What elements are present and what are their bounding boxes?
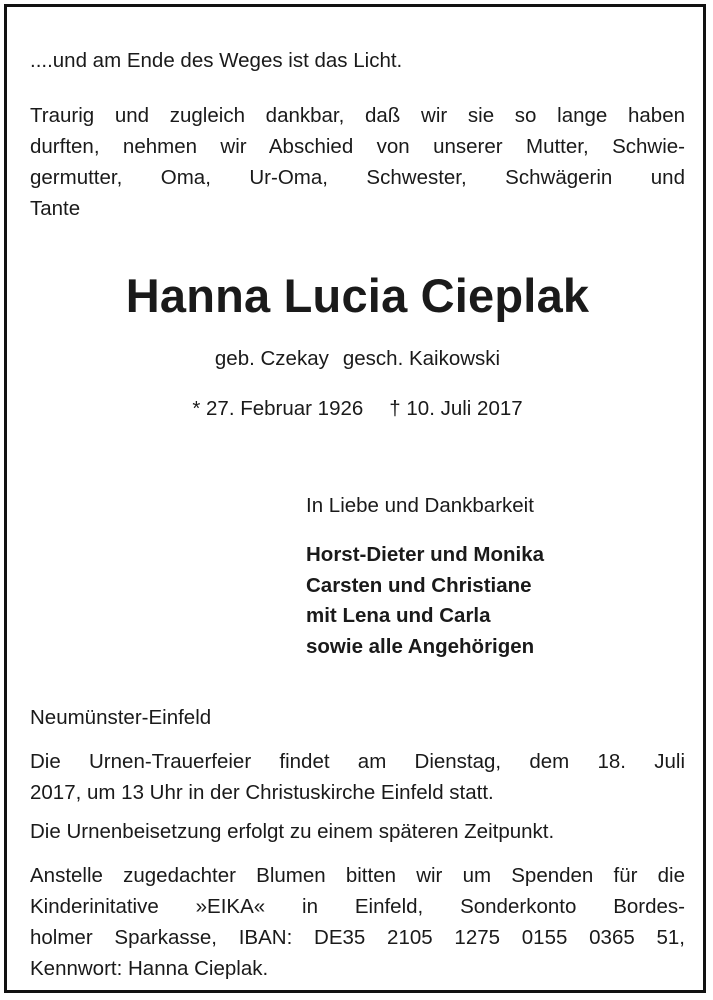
donation-line: Kennwort: Hanna Cieplak. [30, 957, 269, 980]
intro-quote: ....und am Ende des Weges ist das Licht. [30, 49, 403, 72]
death-date: † 10. Juli 2017 [389, 397, 523, 420]
life-dates [30, 393, 685, 424]
opening-line: germutter, Oma, Ur-Oma, Schwester, Schwägerin und [30, 166, 685, 189]
donation-line: Anstelle zugedachter Blumen bitten wir um Spenden für die [30, 864, 685, 887]
burial-note: Die Urnenbeisetzung erfolgt zu einem späteren Zeitpunkt. [30, 820, 555, 843]
mourner-line: Horst-Dieter und Monika [306, 543, 545, 566]
deceased-name: Hanna Lucia Cieplak [125, 269, 590, 322]
mourner-line: Carsten und Christiane [306, 573, 532, 597]
mourners-intro: In Liebe und Dankbarkeit [306, 494, 534, 517]
birth-name: geb. Czekay [214, 347, 329, 370]
mourners-list [306, 540, 686, 662]
ceremony-line: Die Urnen-Trauerfeier findet am Dienstag, dem 18. Juli [30, 750, 685, 773]
mourner-line: sowie alle Angehörigen [306, 634, 535, 658]
mourner-line: mit Lena und Carla [306, 604, 491, 627]
birth-date: * 27. Februar 1926 [192, 397, 364, 420]
opening-paragraph [30, 100, 685, 224]
donation-line: holmer Sparkasse, IBAN: DE35 2105 1275 0155 0365 51, [30, 926, 685, 949]
donation-line: Kinderinitative »EIKA« in Einfeld, Sonderkonto Bordes- [30, 895, 685, 918]
divorced-name: gesch. Kaikowski [342, 347, 501, 370]
ceremony-line: 2017, um 13 Uhr in der Christuskirche Einfeld statt. [30, 781, 494, 804]
opening-line: Tante [30, 197, 81, 220]
ceremony-paragraph [30, 746, 685, 808]
name-details [30, 343, 685, 374]
donation-paragraph [30, 860, 685, 984]
opening-line: Traurig und zugleich dankbar, daß wir sie so lange haben [30, 104, 685, 127]
place: Neumünster-Einfeld [30, 706, 212, 729]
opening-line: durften, nehmen wir Abschied von unserer Mutter, Schwie- [30, 135, 685, 158]
